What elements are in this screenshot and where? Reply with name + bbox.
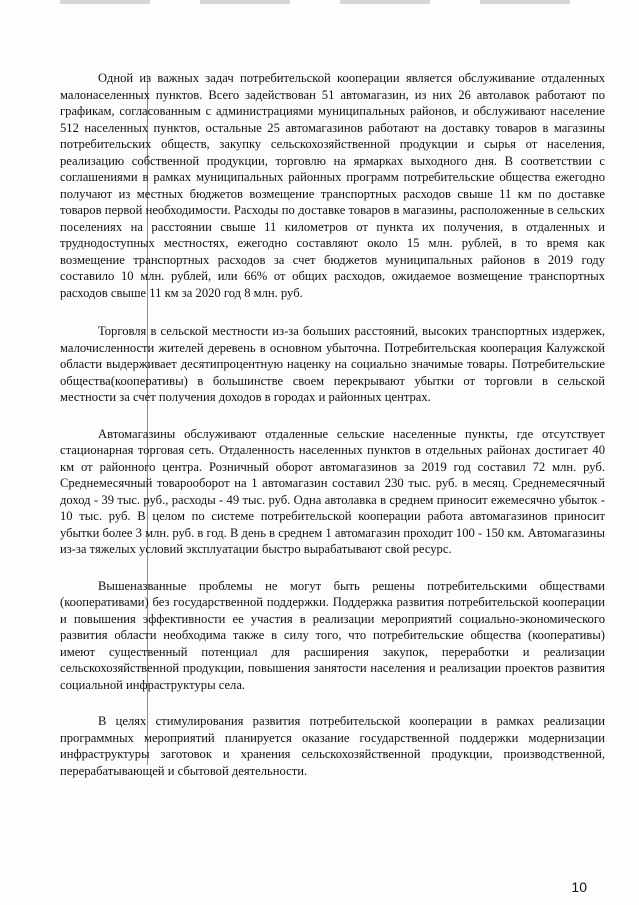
paragraph-remote-settlements: Одной из важных задач потребительской кооперации является обслуживание отдаленных малонаселенных пунктов. Всего задействован 51 автомагазин, из них 26 автолавок работают по графикам, согласованным с администрациями муниципальных районов, и обслуживают население 512 населенных пунктов, остальные 25 автомагазинов работают на доставку товаров в магазины потребительских обществ, закупку сельскохозяйственной продукции и сырья от населения, реализацию собственной продукции, торговлю на ярмарках выходного дня. В соответствии с соглашениями в рамках муниципальных районных программ потребительские общества ежегодно получают из местных бюджетов возмещение транспортных расходов свыше 11 км по доставке товаров первой необходимости. Расходы по доставке товаров в магазины, расположенные в сельских поселениях на расстоянии свыше 11 километров от пункта их получения, в отдаленных и труднодоступных местностях, ежегодно составляют около 15 млн. рублей, в то время как возмещение транспортных расходов за счет бюджетов муниципальных районов в 2019 году составило 10 млн. рублей, или 66% от общих расходов, ожидаемое возмещение транспортных расходов свыше 11 км за 2020 год 8 млн. руб. [60, 71, 605, 300]
paragraph-mobile-shops: Автомагазины обслуживают отдаленные сельские населенные пункты, где отсутствует стационарная торговая сеть. Отдаленность населенных пунктов в отдельных районах достигает 40 км от районного центра. Розничный оборот автомагазинов за 2019 год составил 72 млн. руб. Среднемесячный товарооборот на 1 автомагазин составил 230 тыс. руб. в месяц. Среднемесячный доход - 39 тыс. руб., расходы - 49 тыс. руб. Одна автолавка в среднем приносит ежемесячно убыток - 10 тыс. руб. В целом по системе потребительской кооперации работа автомагазинов приносит убытки более 3 млн. руб. в год. В день в среднем 1 автомагазин проходит 100 - 150 км. Автомагазины из-за тяжелых условий эксплуатации быстро вырабатывают свой ресурс. [60, 426, 605, 556]
paragraph-state-support: Вышеназванные проблемы не могут быть решены потребительскими обществами (кооперативами) без государственной поддержки. Поддержка развития потребительской кооперации и повышения эффективности ее участия в реализации мероприятий социально-экономического развития области необходима также в силу того, что потребительские общества (кооперативы) имеют существенный потенциал для расширения закупок, переработки и реализации сельскохозяйственной продукции, повышения занятости населения и реализации проектов развития социальной инфраструктуры села. [60, 578, 605, 692]
scan-artifact [60, 0, 579, 4]
page-number: 10 [571, 879, 587, 895]
paragraph-stimulation: В целях стимулирования развития потребительской кооперации в рамках реализации программных мероприятий планируется оказание государственной поддержки модернизации инфраструктуры заготовок и хранения сельскохозяйственной продукции, производственной, перерабатывающей и сбытовой деятельности. [60, 714, 605, 778]
paragraph-rural-trade: Торговля в сельской местности из-за больших расстояний, высоких транспортных издержек, малочисленности жителей деревень в основном убыточна. Потребительская кооперация Калужской области выдерживает десятипроцентную наценку на социально значимые товары. Потребительские общества(кооперативы) в большинстве своем перекрывают убытки от торговли в сельской местности за счет получения доходов в городах и районных центрах. [60, 324, 605, 404]
document-body [60, 70, 605, 799]
